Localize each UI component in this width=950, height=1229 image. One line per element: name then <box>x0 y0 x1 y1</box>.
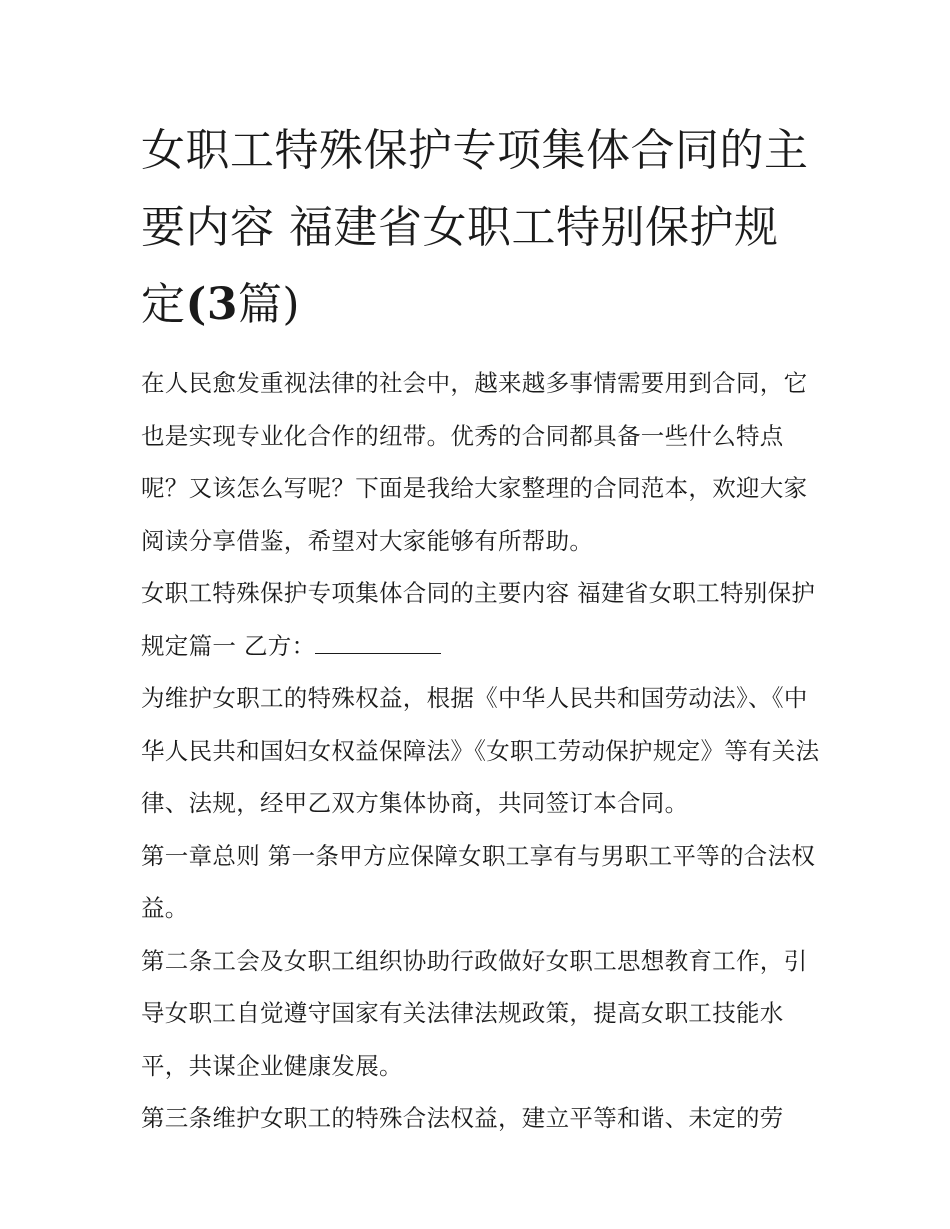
party-b-blank-field <box>315 629 441 654</box>
article-2-paragraph: 第二条工会及女职工组织协助行政做好女职工思想教育工作，引导女职工自觉遵守国家有关法律法规政策，提高女职工技能水平，共谋企业健康发展。 <box>141 946 808 1080</box>
purpose-paragraph: 为维护女职工的特殊权益，根据《中华人民共和国劳动法》、《中华人民共和国妇女权益保障法》《女职工劳动保护规定》等有关法律、法规，经甲乙双方集体协商，共同签订本合同。 <box>141 684 820 817</box>
section-heading-paragraph <box>141 567 821 672</box>
intro-paragraph: 在人民愈发重视法律的社会中，越来越多事情需要用到合同，它也是实现专业化合作的纽带。优秀的合同都具备一些什么特点呢？又该怎么写呢？下面是我给大家整理的合同范本，欢迎大家阅读分享借鉴，希望对大家能够有所帮助。 <box>141 369 808 555</box>
document-body <box>141 112 821 1145</box>
document-title: 女职工特殊保护专项集体合同的主要内容 福建省女职工特别保护规定(3篇) <box>141 125 809 330</box>
article-3-paragraph: 第三条维护女职工的特殊合法权益，建立平等和谐、未定的劳 <box>141 1104 784 1132</box>
title-count: (3 <box>185 279 238 330</box>
article-1-paragraph: 第一章总则 第一条甲方应保障女职工享有与男职工平等的合法权益。 <box>141 841 816 922</box>
section-heading-text: 女职工特殊保护专项集体合同的主要内容 福建省女职工特别保护规定篇一 乙方： <box>141 579 816 660</box>
